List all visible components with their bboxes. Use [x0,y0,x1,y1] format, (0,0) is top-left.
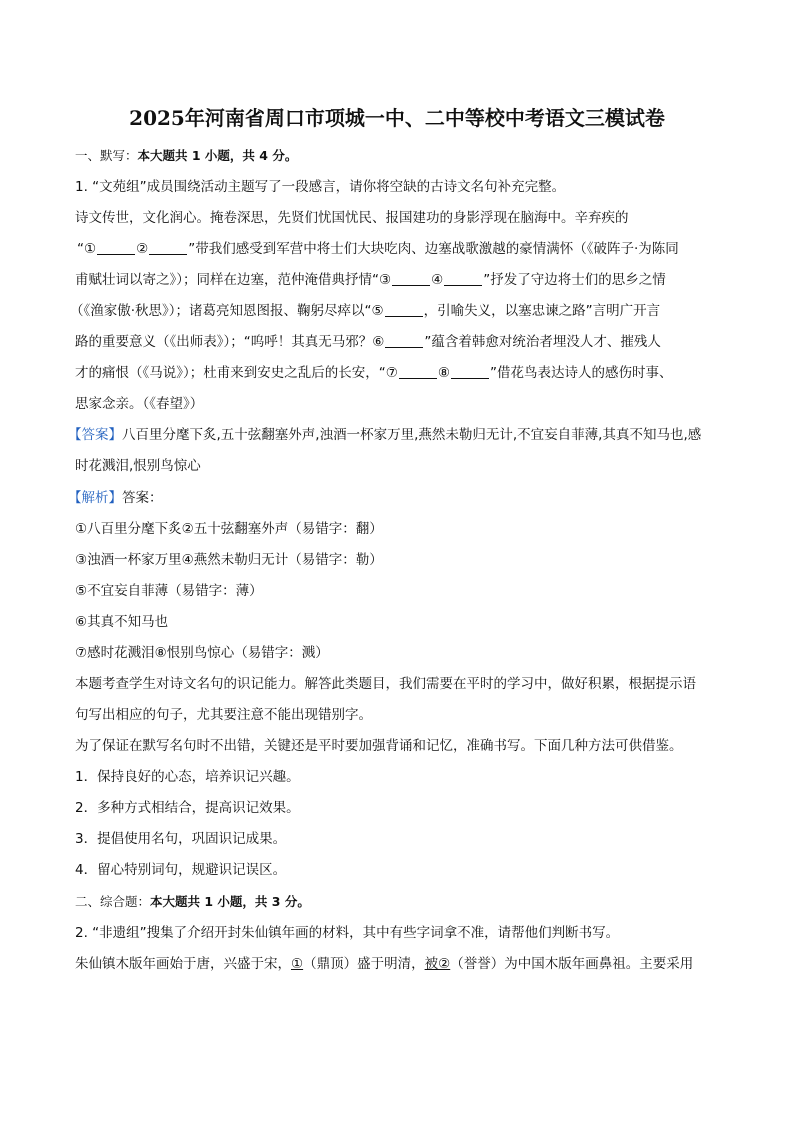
text-fragment: （誉誉）为中国木版年画鼻祖。主要采用 [450,956,694,972]
blank-4 [444,271,482,286]
text-fragment: ② [136,241,149,257]
blank-2 [149,240,187,255]
method-item: 4．留心特别词句，规避识记误区。 [75,862,287,878]
question-1-text-line-7: 思家念亲。（《春望》） [75,396,204,412]
section-1-label: 本大题共 1 小题，共 4 分。 [137,148,298,163]
answer-text: 八百里分麾下炙,五十弦翻塞外声,浊酒一杯家万里,燕然未勒归无计,不宜妄自菲薄,其真不知马也,感 [122,427,702,443]
analysis-item: ①八百里分麾下炙②五十弦翻塞外声（易错字：翻） [75,521,383,537]
question-1-text-line-6 [75,363,735,383]
question-1-text-line-3 [75,270,735,290]
analysis-text-line: 本题考查学生对诗文名句的识记能力。解答此类题目，我们需要在平时的学习中，做好积累，根据提示语 [75,676,696,692]
blank-1 [97,240,135,255]
analysis-item: ⑤不宜妄自菲薄（易错字：薄） [75,583,263,599]
analysis-heading [68,488,728,508]
method-item: 1．保持良好的心态，培养识记兴趣。 [75,769,300,785]
question-2-stem: 2. “非遗组”搜集了介绍开封朱仙镇年画的材料，其中有些字词拿不准，请帮他们判断书写。 [75,925,620,941]
section-2-heading [75,892,735,912]
section-2-label: 本大题共 1 小题，共 3 分。 [150,894,310,909]
section-1-heading [75,146,735,166]
question-1-text-line-4 [70,301,730,321]
method-item: 2．多种方式相结合，提高识记效果。 [75,800,300,816]
text-fragment: ，引喻失义，以塞忠谏之路”言明广开言 [423,303,661,319]
underlined-blank-2: 被② [424,956,451,972]
underlined-blank-1: ① [291,956,304,972]
text-fragment: （《渔家傲·秋思》）；诸葛亮知恩图报、鞠躬尽瘁以“⑤ [70,303,384,319]
text-fragment: ④ [431,272,444,288]
blank-8 [451,364,489,379]
text-fragment: （鼎顶）盛于明清， [303,956,425,972]
section-1-prefix: 一、默写： [75,148,138,163]
blank-5 [385,302,423,317]
blank-3 [392,271,430,286]
method-item: 3．提倡使用名句，巩固识记成果。 [75,831,287,847]
text-fragment: 路的重要意义（《出师表》）；“呜呼！其真无马邪？⑥ [75,334,385,350]
analysis-item: ⑦感时花溅泪⑧恨别鸟惊心（易错字：溅） [75,645,329,661]
question-1-text-line-1: 诗文传世，文化润心。掩卷深思，先贤们忧国忧民、报国建功的身影浮现在脑海中。辛弃疾的 [75,210,629,226]
analysis-text-line: 为了保证在默写名句时不出错，关键还是平时要加强背诵和记忆，准确书写。下面几种方法可供借鉴。 [75,738,683,754]
text-fragment: 才的痛恨（《马说》）；杜甫来到安史之乱后的长安，“⑦ [75,365,398,381]
answer-line-2: 时花溅泪,恨别鸟惊心 [75,458,201,474]
answer-tag: 【答案】 [68,427,122,443]
question-1-text-line-2 [77,239,737,259]
analysis-intro: 答案： [122,490,163,506]
question-1-text-line-5 [75,332,735,352]
analysis-item: ③浊酒一杯家万里④燕然未勒归无计（易错字：勒） [75,552,383,568]
text-fragment: ”蕴含着韩愈对统治者埋没人才、摧残人 [424,334,661,350]
analysis-text-line: 句写出相应的句子，尤其要注意不能出现错别字。 [75,707,372,723]
text-fragment: ”带我们感受到军营中将士们大块吃肉、边塞战歌激越的豪情满怀（《破阵子·为陈同 [188,241,679,257]
blank-6 [385,333,423,348]
text-fragment: “① [77,241,97,257]
text-fragment: ⑧ [437,365,450,381]
page-title: 2025年河南省周口市项城一中、二中等校中考语文三模试卷 [129,106,665,130]
text-fragment: ”抒发了守边将士们的思乡之情 [483,272,666,288]
blank-7 [399,364,437,379]
analysis-item: ⑥其真不知马也 [75,614,169,630]
text-fragment: ”借花鸟表达诗人的感伤时事、 [489,365,673,381]
section-2-prefix: 二、综合题： [75,894,151,909]
answer-line-1 [68,425,728,445]
question-1-stem: 1. “文苑组”成员围绕活动主题写了一段感言，请你将空缺的古诗文名句补充完整。 [75,179,566,195]
text-fragment: 甫赋壮词以寄之》）；同样在边塞，范仲淹借典抒情“③ [75,272,392,288]
text-fragment: 朱仙镇木版年画始于唐，兴盛于宋， [75,956,291,972]
question-2-text-line-1 [75,954,735,974]
analysis-tag: 【解析】 [68,490,122,506]
